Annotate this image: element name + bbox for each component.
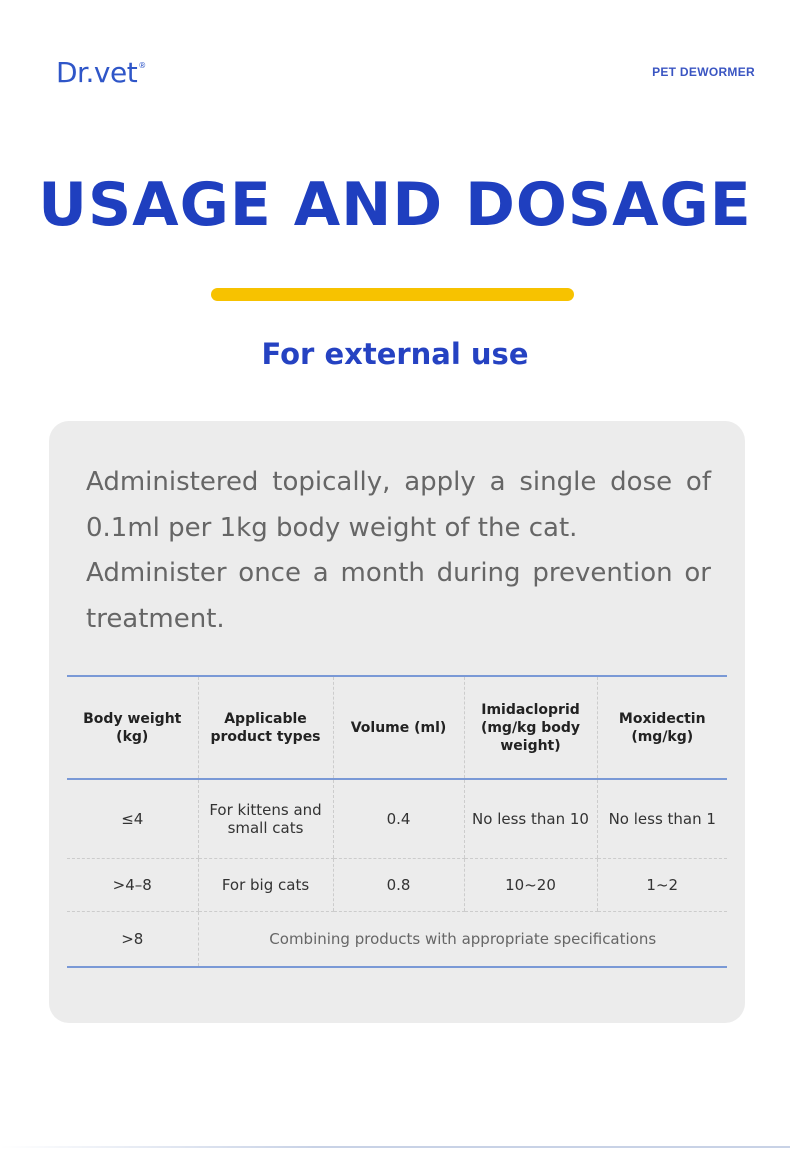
cell-volume: 0.8	[333, 858, 464, 911]
cell-moxidectin: 1~2	[597, 858, 727, 911]
table-row	[67, 858, 727, 911]
cell-body-weight: ≤4	[67, 779, 198, 858]
cell-product-type: For kittens and small cats	[198, 779, 333, 858]
usage-line-1: Administered topically, apply a single dose of 0.1ml per 1kg body weight of the cat.	[86, 467, 711, 543]
header-product-types: Applicable product types	[198, 676, 333, 779]
usage-line-2: Administer once a month during prevention or treatment.	[86, 558, 711, 634]
header-moxidectin: Moxidectin (mg/kg)	[597, 676, 727, 779]
cell-combined-note: Combining products with appropriate specifications	[198, 911, 727, 967]
usage-description	[86, 460, 711, 642]
page-subtitle: For external use	[261, 337, 529, 371]
header-volume: Volume (ml)	[333, 676, 464, 779]
header-body-weight: Body weight (kg)	[67, 676, 198, 779]
accent-divider	[211, 288, 574, 301]
footer-divider	[0, 1146, 790, 1148]
cell-body-weight: >8	[67, 911, 198, 967]
cell-product-type: For big cats	[198, 858, 333, 911]
table-row	[67, 911, 727, 967]
header-imidacloprid: Imidacloprid (mg/kg body weight)	[464, 676, 597, 779]
page-title: USAGE AND DOSAGE	[38, 170, 752, 240]
brand-logo-text: Dr.vet	[56, 56, 138, 89]
table-header-row	[67, 676, 727, 779]
cell-imidacloprid: 10~20	[464, 858, 597, 911]
brand-logo	[56, 56, 146, 89]
cell-imidacloprid: No less than 10	[464, 779, 597, 858]
table-row	[67, 779, 727, 858]
cell-body-weight: >4–8	[67, 858, 198, 911]
cell-moxidectin: No less than 1	[597, 779, 727, 858]
registered-mark: ®	[138, 61, 146, 70]
cell-volume: 0.4	[333, 779, 464, 858]
product-category: PET DEWORMER	[652, 65, 755, 79]
dosage-table	[67, 675, 727, 968]
